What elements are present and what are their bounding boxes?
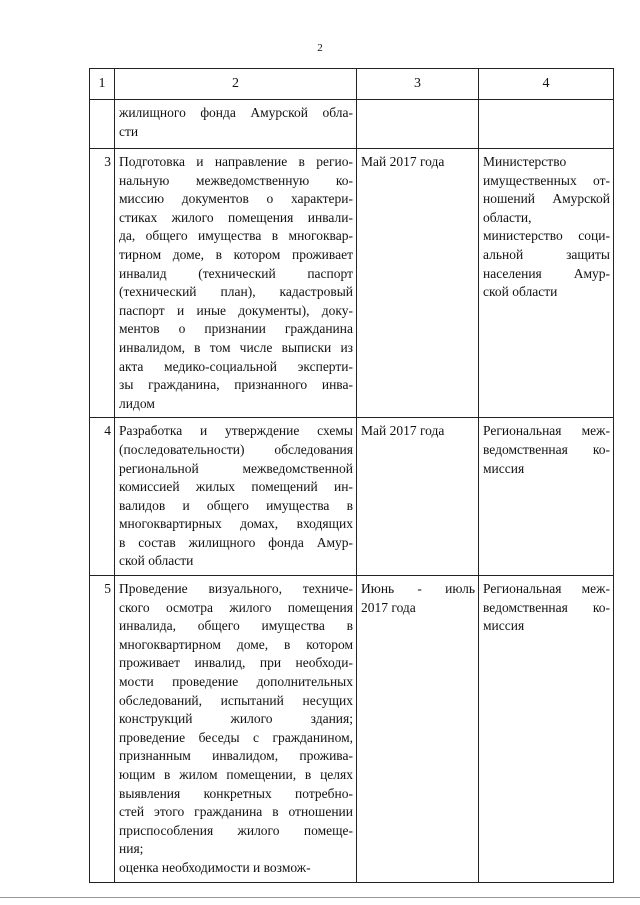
row-responsible-line: области, (483, 209, 532, 225)
row-responsible-line: министерство соци- (483, 228, 610, 244)
header-cell-3: 3 (357, 69, 479, 100)
row-responsible (479, 100, 614, 149)
row-description-line: инвалида, общего имущества в (119, 618, 353, 634)
row-description-line: стиках жилого помещения инвали- (119, 209, 353, 225)
row-description-line: Проведение визуального, техниче- (119, 581, 353, 597)
row-description-line: оценка необходимости и возмож- (119, 859, 311, 875)
row-number: 5 (90, 576, 115, 883)
header-cell-2: 2 (115, 69, 357, 100)
row-description-line: обследований, испытаний несущих (119, 692, 353, 708)
row-description-line: (последовательности) обследования (119, 441, 353, 457)
row-responsible-line: ведомственная ко- (483, 599, 610, 615)
row-description-line: тирном доме, в котором проживает (119, 246, 353, 262)
header-cell-1: 1 (90, 69, 115, 100)
row-responsible-line: ношений Амурской (483, 191, 610, 207)
row-description-line: нальную межведомственную ко- (119, 172, 353, 188)
row-responsible (479, 149, 614, 418)
row-description (115, 418, 357, 576)
row-responsible-line: имущественных от- (483, 172, 610, 188)
row-responsible-line: населения Амур- (483, 265, 610, 281)
row-description-line: паспорт и иные документы), доку- (119, 302, 353, 318)
row-responsible (479, 576, 614, 883)
row-responsible-line: альной защиты (483, 246, 610, 262)
row-date (357, 149, 479, 418)
row-description-line: стей этого гражданина в отношении (119, 804, 353, 820)
row-date-line: Май 2017 года (361, 154, 445, 169)
row-description-line: Разработка и утверждение схемы (119, 423, 353, 439)
table-row (90, 418, 614, 576)
row-description-line: конструкций жилого здания; (119, 711, 353, 727)
row-description-line: выявления конкретных потребно- (119, 785, 353, 801)
row-description-line: признанным инвалидом, прожива- (119, 748, 353, 764)
row-description-line: региональной межведомственной (119, 460, 353, 476)
row-number: 4 (90, 418, 115, 576)
row-responsible-line: миссия (483, 460, 525, 476)
row-description-line: да, общего имущества в многоквар- (119, 228, 353, 244)
row-date-line: Июнь - июль (361, 581, 475, 597)
row-description-line: мости проведение дополнительных (119, 674, 353, 690)
row-date (357, 100, 479, 149)
row-description-line: ской области (119, 553, 194, 569)
row-description-line: ющим в жилом помещении, в целях (119, 767, 353, 782)
row-description-line: зы гражданина, признанного инва- (119, 377, 353, 393)
plan-table (89, 68, 614, 883)
row-description-line: инвалидом, в том числе выписки из (119, 339, 353, 355)
row-description-line: комиссией жилых помещений ин- (119, 479, 353, 495)
row-description (115, 149, 357, 418)
table-row (90, 576, 614, 883)
page-number: 2 (317, 42, 323, 54)
row-description-line: жилищного фонда Амурской обла- (119, 105, 353, 120)
row-description-line: Подготовка и направление в регио- (119, 154, 353, 169)
table-header-row (90, 69, 614, 100)
row-description-line: инвалид (технический паспорт (119, 265, 353, 281)
row-responsible-line: ведомственная ко- (483, 441, 610, 457)
row-number: 3 (90, 149, 115, 418)
row-description-line: валидов и общего имущества в (119, 497, 353, 513)
row-number (90, 100, 115, 149)
row-description-line: ния; (119, 841, 144, 857)
row-description-line: проведение беседы с гражданином, (119, 729, 353, 745)
row-description (115, 100, 357, 149)
row-description-line: (технический план), кадастровый (119, 284, 353, 300)
row-description-line: ского осмотра жилого помещения (119, 599, 353, 615)
row-description-line: проживает инвалид, при необходи- (119, 655, 353, 671)
row-responsible-line: миссия (483, 618, 525, 634)
row-description-line: миссию документов о характери- (119, 191, 353, 207)
row-responsible (479, 418, 614, 576)
row-description-line: лидом (119, 395, 155, 411)
row-date-line: 2017 года (361, 599, 416, 615)
row-description-line: акта медико-социальной эксперти- (119, 358, 353, 374)
row-description-line: приспособления жилого помеще- (119, 822, 353, 838)
row-description-line: в состав жилищного фонда Амур- (119, 534, 353, 550)
row-responsible-line: Региональная меж- (483, 423, 610, 439)
row-responsible-line: ской области (483, 284, 558, 300)
table-row (90, 149, 614, 418)
table-row (90, 100, 614, 149)
row-description-line: сти (119, 123, 139, 139)
row-description-line: многоквартирном доме, в котором (119, 636, 353, 652)
row-responsible-line: Региональная меж- (483, 581, 610, 597)
row-description (115, 576, 357, 883)
scan-bottom-edge (0, 897, 640, 898)
row-description-line: ментов о признании гражданина (119, 321, 353, 337)
row-description-line: многоквартирных домах, входящих (119, 516, 353, 532)
table-body (90, 69, 614, 883)
row-date-line: Май 2017 года (361, 423, 445, 439)
header-cell-4: 4 (479, 69, 614, 100)
row-date (357, 576, 479, 883)
row-responsible-line: Министерство (483, 154, 567, 169)
row-date (357, 418, 479, 576)
